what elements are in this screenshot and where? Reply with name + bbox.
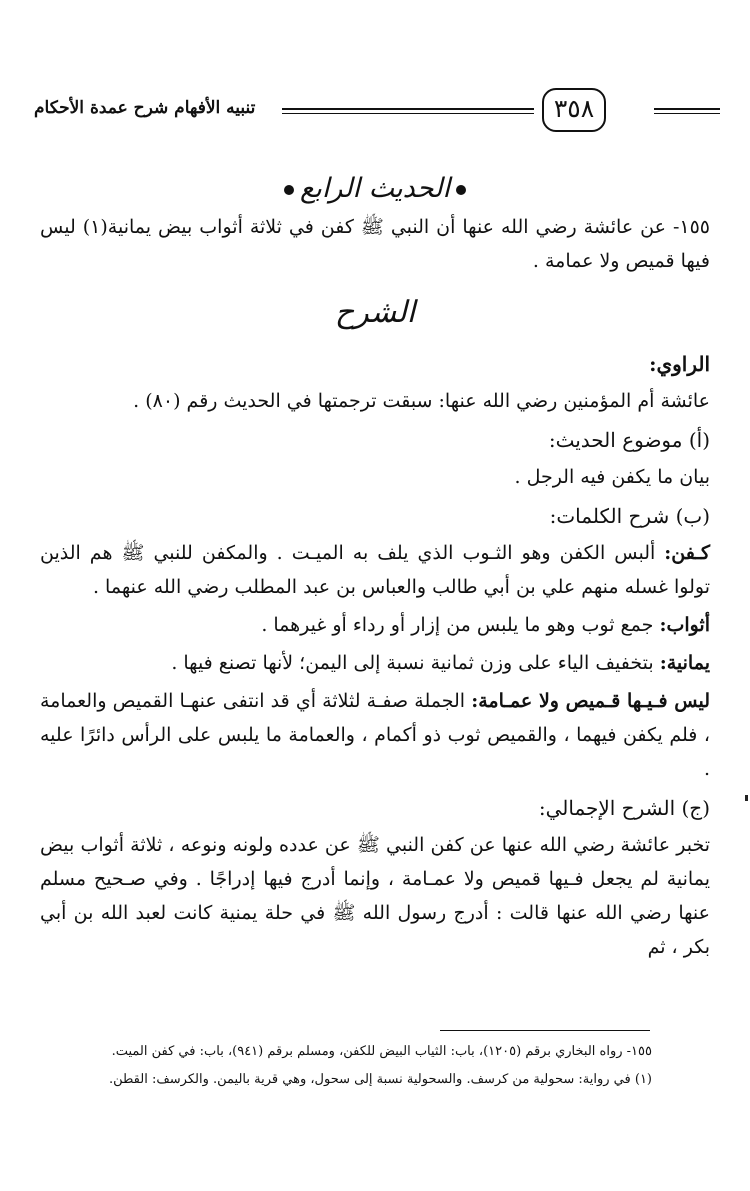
page-header	[20, 86, 720, 136]
narrator-text: عائشة أم المؤمنين رضي الله عنها: سبقت ترجمتها في الحديث رقم (٨٠) .	[133, 390, 710, 412]
words-label: (ب) شرح الكلمات:	[549, 504, 710, 528]
header-rule-right	[654, 108, 720, 114]
bullet-icon	[284, 185, 294, 195]
topic-text: بيان ما يكفن فيه الرجل .	[514, 466, 710, 488]
footnote: (١) في رواية: سحولية من كرسف. والسحولية نسبة إلى سحول، وهي قرية باليمن. والكرسف: القطن.	[108, 1072, 652, 1087]
sharh-heading: الشرح	[334, 295, 416, 330]
word-term: كـفن:	[664, 542, 710, 564]
word-term: ليس فـيـها قـميص ولا عمـامة:	[471, 690, 710, 712]
header-rule-middle	[282, 108, 534, 114]
footnote: ١٥٥- رواه البخاري برقم (١٢٠٥)، باب: الثياب البيض للكفن، ومسلم برقم (٩٤١)، باب: في كفن الميت.	[111, 1044, 652, 1059]
bullet-icon	[456, 185, 466, 195]
word-explanation: جمع ثوب وهو ما يلبس من إزار أو رداء أو غيرهما .	[261, 614, 654, 636]
word-item	[40, 608, 710, 642]
page-number: ٣٥٨	[542, 88, 606, 132]
word-explanation: بتخفيف الياء على وزن ثمانية نسبة إلى اليمن؛ لأنها تصنع فيها .	[171, 652, 654, 674]
word-term: يمانية:	[659, 652, 710, 674]
hadith-heading	[40, 170, 710, 208]
hadith-heading-text: الحديث الرابع	[300, 173, 450, 204]
page-content	[40, 170, 710, 964]
general-text: تخبر عائشة رضي الله عنها عن كفن النبي ﷺ عن عدده ولونه ونوعه ، ثلاثة أثواب بيض يمانية لم يجعل فـيها قميص ولا عمـامة ، وإنما أدرج فيها إدراجًا . وفي صـحيح مسلم عنها رضي الله عنها قالت : أدرج رسول الله ﷺ في حلة يمنية كانت لعبد الله بن أبي بكر ، ثم	[40, 834, 710, 958]
footnotes	[60, 1038, 652, 1094]
word-item	[40, 536, 710, 604]
book-title: تنبيه الأفهام شرح عمدة الأحكام	[34, 98, 256, 118]
footnote-rule	[440, 1030, 650, 1031]
edge-mark	[745, 795, 748, 801]
narrator-label: الراوي:	[649, 352, 710, 376]
word-item	[40, 684, 710, 786]
general-label: (ج) الشرح الإجمالي:	[538, 796, 710, 820]
word-item	[40, 646, 710, 680]
hadith-text: ١٥٥- عن عائشة رضي الله عنها أن النبي ﷺ كفن في ثلاثة أثواب بيض يمانية(١) ليس فيها قميص ولا عمامة .	[40, 216, 710, 272]
topic-label: (أ) موضوع الحديث:	[548, 428, 710, 452]
word-explanation: ألبس الكفن وهو الثـوب الذي يلف به الميـت . والمكفن للنبي ﷺ هم الذين تولوا غسله منهم علي بن أبي طالب والعباس بن عبد المطلب رضي الله عنهما .	[40, 542, 710, 598]
word-explanation: الجملة صفـة لثلاثة أي قد انتفى عنهـا القميص والعمامة ، فلم يكفن فيهما ، والقميص ثوب ذو أكمام ، والعمامة ما يلبس على الرأس دائرًا عليه .	[40, 690, 710, 780]
word-term: أثواب:	[659, 614, 710, 636]
